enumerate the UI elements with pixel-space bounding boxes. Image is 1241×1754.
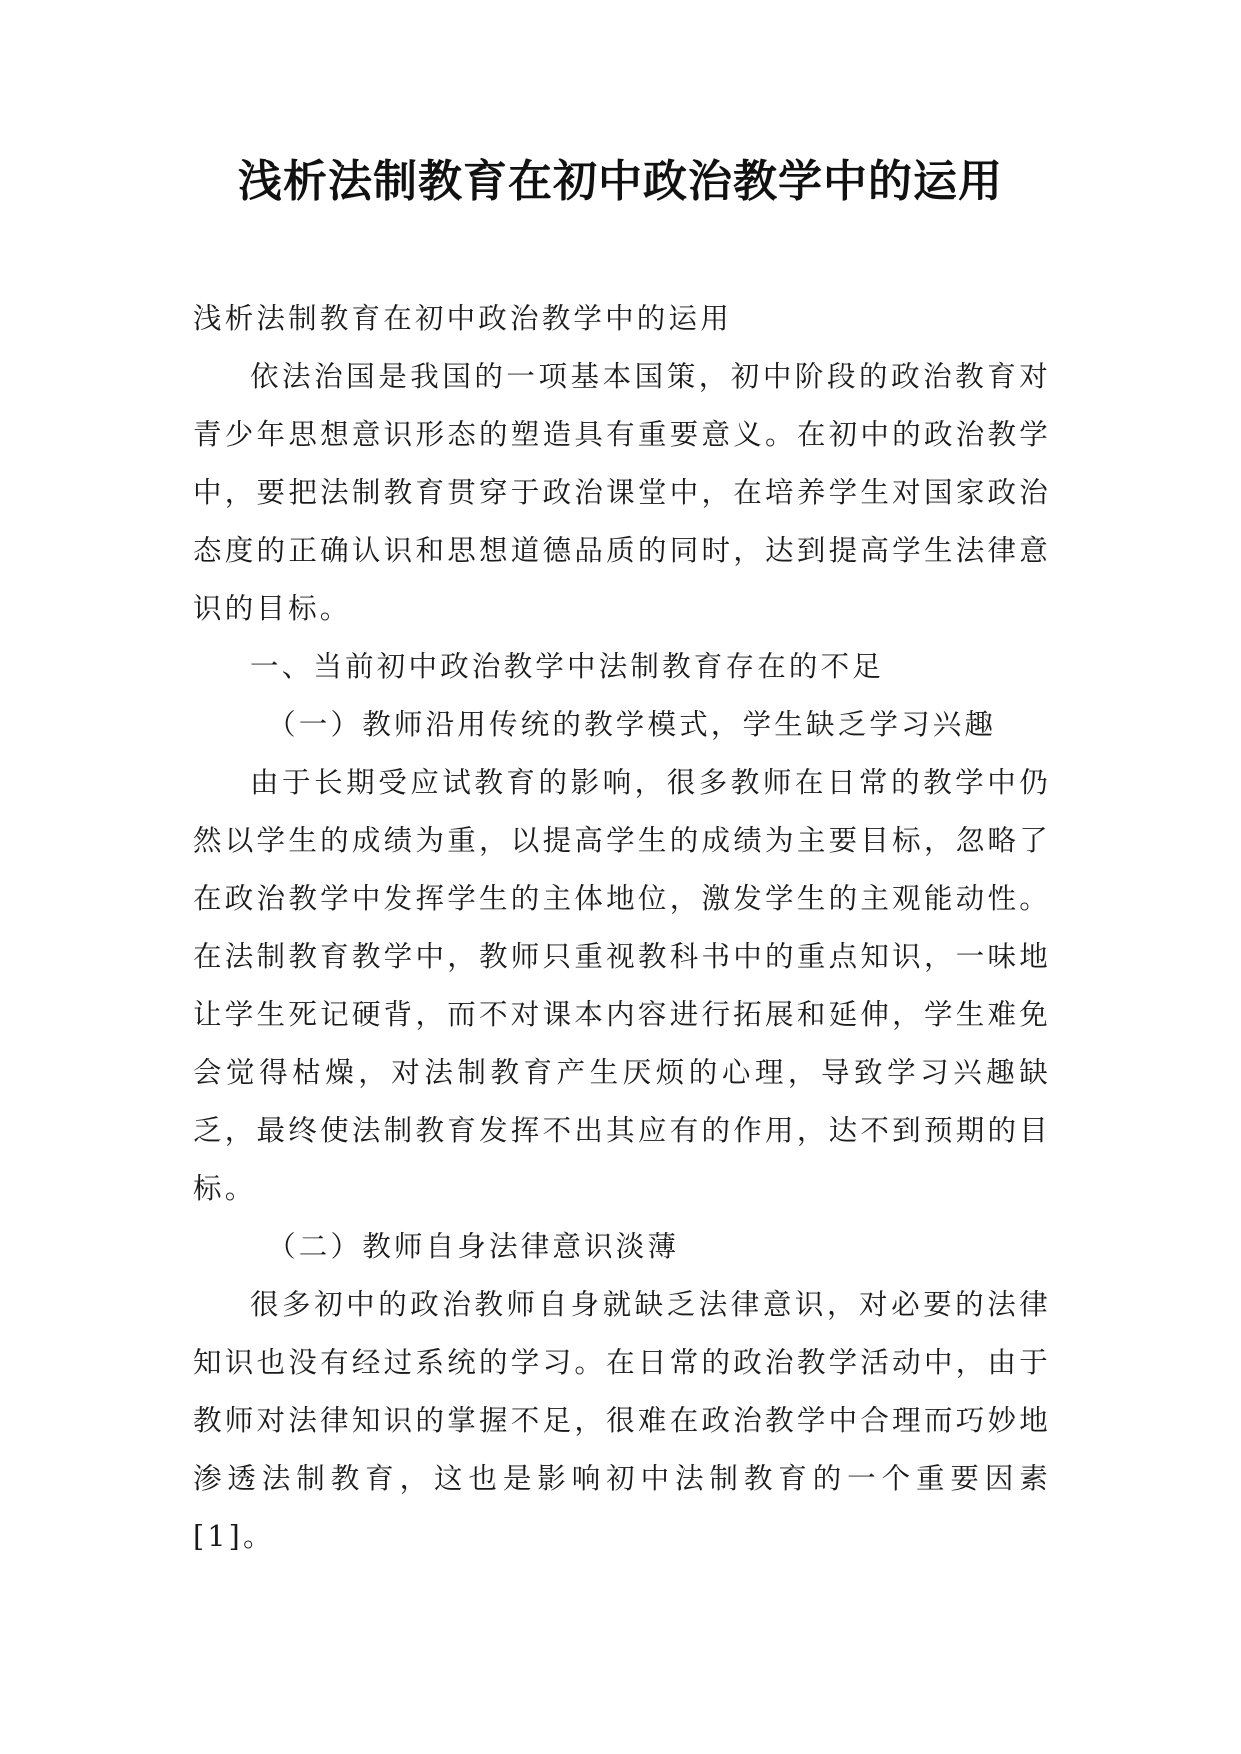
paragraph-subtitle: 浅析法制教育在初中政治教学中的运用 (193, 302, 732, 335)
subsection-heading-2: （二）教师自身法律意识淡薄 (267, 1230, 680, 1263)
paragraph-subsection-1: 由于长期受应试教育的影响，很多教师在日常的教学中仍然以学生的成绩为重，以提高学生的成绩为主要目标，忽略了在政治教学中发挥学生的主体地位，激发学生的主观能动性。在法制教育教学中，教师只重视教科书中的重点知识，一味地让学生死记硬背，而不对课本内容进行拓展和延伸，学生难免会觉得枯燥，对法制教育产生厌烦的心理，导致学习兴趣缺乏，最终使法制教育发挥不出其应有的作用，达不到预期的目标。 (193, 766, 1051, 1205)
subsection-heading-1: （一）教师沿用传统的教学模式，学生缺乏学习兴趣 (267, 708, 997, 741)
document-title: 浅析法制教育在初中政治教学中的运用 (238, 156, 1003, 207)
section-heading-1: 一、当前初中政治教学中法制教育存在的不足 (250, 650, 885, 683)
document-body (193, 290, 1051, 1566)
paragraph-subsection-2: 很多初中的政治教师自身就缺乏法律意识，对必要的法律知识也没有经过系统的学习。在日常的政治教学活动中，由于教师对法律知识的掌握不足，很难在政治教学中合理而巧妙地渗透法制教育，这也是影响初中法制教育的一个重要因素[1]。 (193, 1288, 1051, 1553)
paragraph-intro: 依法治国是我国的一项基本国策，初中阶段的政治教育对青少年思想意识形态的塑造具有重要意义。在初中的政治教学中，要把法制教育贯穿于政治课堂中，在培养学生对国家政治态度的正确认识和思想道德品质的同时，达到提高学生法律意识的目标。 (193, 360, 1051, 625)
